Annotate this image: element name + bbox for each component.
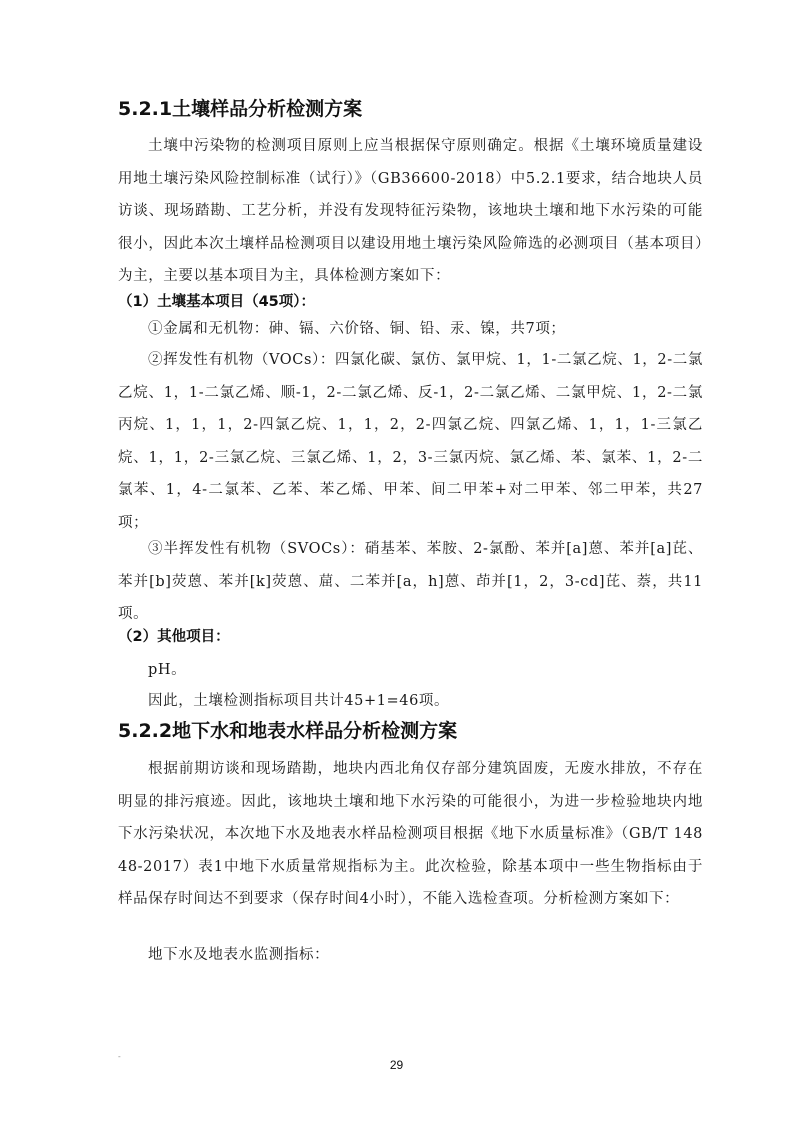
page-number: 29 [389, 1058, 404, 1072]
soil-basic-items-heading: （1）土壤基本项目（45项）： [118, 294, 316, 310]
metals-paragraph: ①金属和无机物：砷、镉、六价铬、铜、铅、汞、镍，共7项； [148, 321, 566, 337]
section-heading-5-2-1: 5.2.1土壤样品分析检测方案 [118, 98, 363, 120]
section-heading-5-2-2: 5.2.2地下水和地表水样品分析检测方案 [118, 720, 458, 742]
other-items-heading: （2）其他项目： [118, 629, 230, 645]
footer-mark: - [118, 1052, 121, 1061]
vocs-paragraph: ②挥发性有机物（VOCs）：四氯化碳、氯仿、氯甲烷、1，1-二氯乙烷、1，2-二氯乙烷、1，1-二氯乙烯、顺-1，2-二氯乙烯、反-1，2-二氯乙烯、二氯甲烷、1，2-二氯丙烷、1，1，1，2-四氯乙烷、1，1，2，2-四氯乙烷、四氯乙烯、1，1，1-三氯乙烷、1，1，2-三氯乙烷、三氯乙烯、1，2，3-三氯丙烷、氯乙烯、苯、氯苯、1，2-二氯苯、1，4-二氯苯、乙苯、苯乙烯、甲苯、间二甲苯+对二甲苯、邻二甲苯，共27项； [118, 352, 703, 531]
groundwater-intro-paragraph: 根据前期访谈和现场踏勘，地块内西北角仅存部分建筑固废，无废水排放，不存在明显的排污痕迹。因此，该地块土壤和地下水污染的可能很小，为进一步检验地块内地下水污染状况，本次地下水及地表水样品检测项目根据《地下水质量标准》（GB/T 14848-2017）表1中地下水质量常规指标为主。此次检验，除基本项中一些生物指标由于样品保存时间达不到要求（保存时间4小时），不能入选检查项。分析检测方案如下： [118, 761, 703, 908]
groundwater-indicators-label: 地下水及地表水监测指标： [148, 947, 330, 963]
ph-item: pH。 [148, 662, 187, 678]
soil-intro-paragraph: 土壤中污染物的检测项目原则上应当根据保守原则确定。根据《土壤环境质量建设用地土壤污染风险控制标准（试行）》（GB36600-2018）中5.2.1要求，结合地块人员访谈、现场踏勘、工艺分析，并没有发现特征污染物，该地块土壤和地下水污染的可能很小，因此本次土壤样品检测项目以建设用地土壤污染风险筛选的必测项目（基本项目）为主，主要以基本项目为主，具体检测方案如下： [118, 138, 703, 285]
soil-total-statement: 因此，土壤检测指标项目共计45+1=46项。 [148, 693, 450, 709]
svocs-paragraph: ③半挥发性有机物（SVOCs）：硝基苯、苯胺、2-氯酚、苯并[a]蒽、苯并[a]芘、苯并[b]荧蒽、苯并[k]荧蒽、䓛、二苯并[a，h]蒽、茚并[1，2，3-cd]芘、萘，共11项。 [118, 541, 703, 623]
